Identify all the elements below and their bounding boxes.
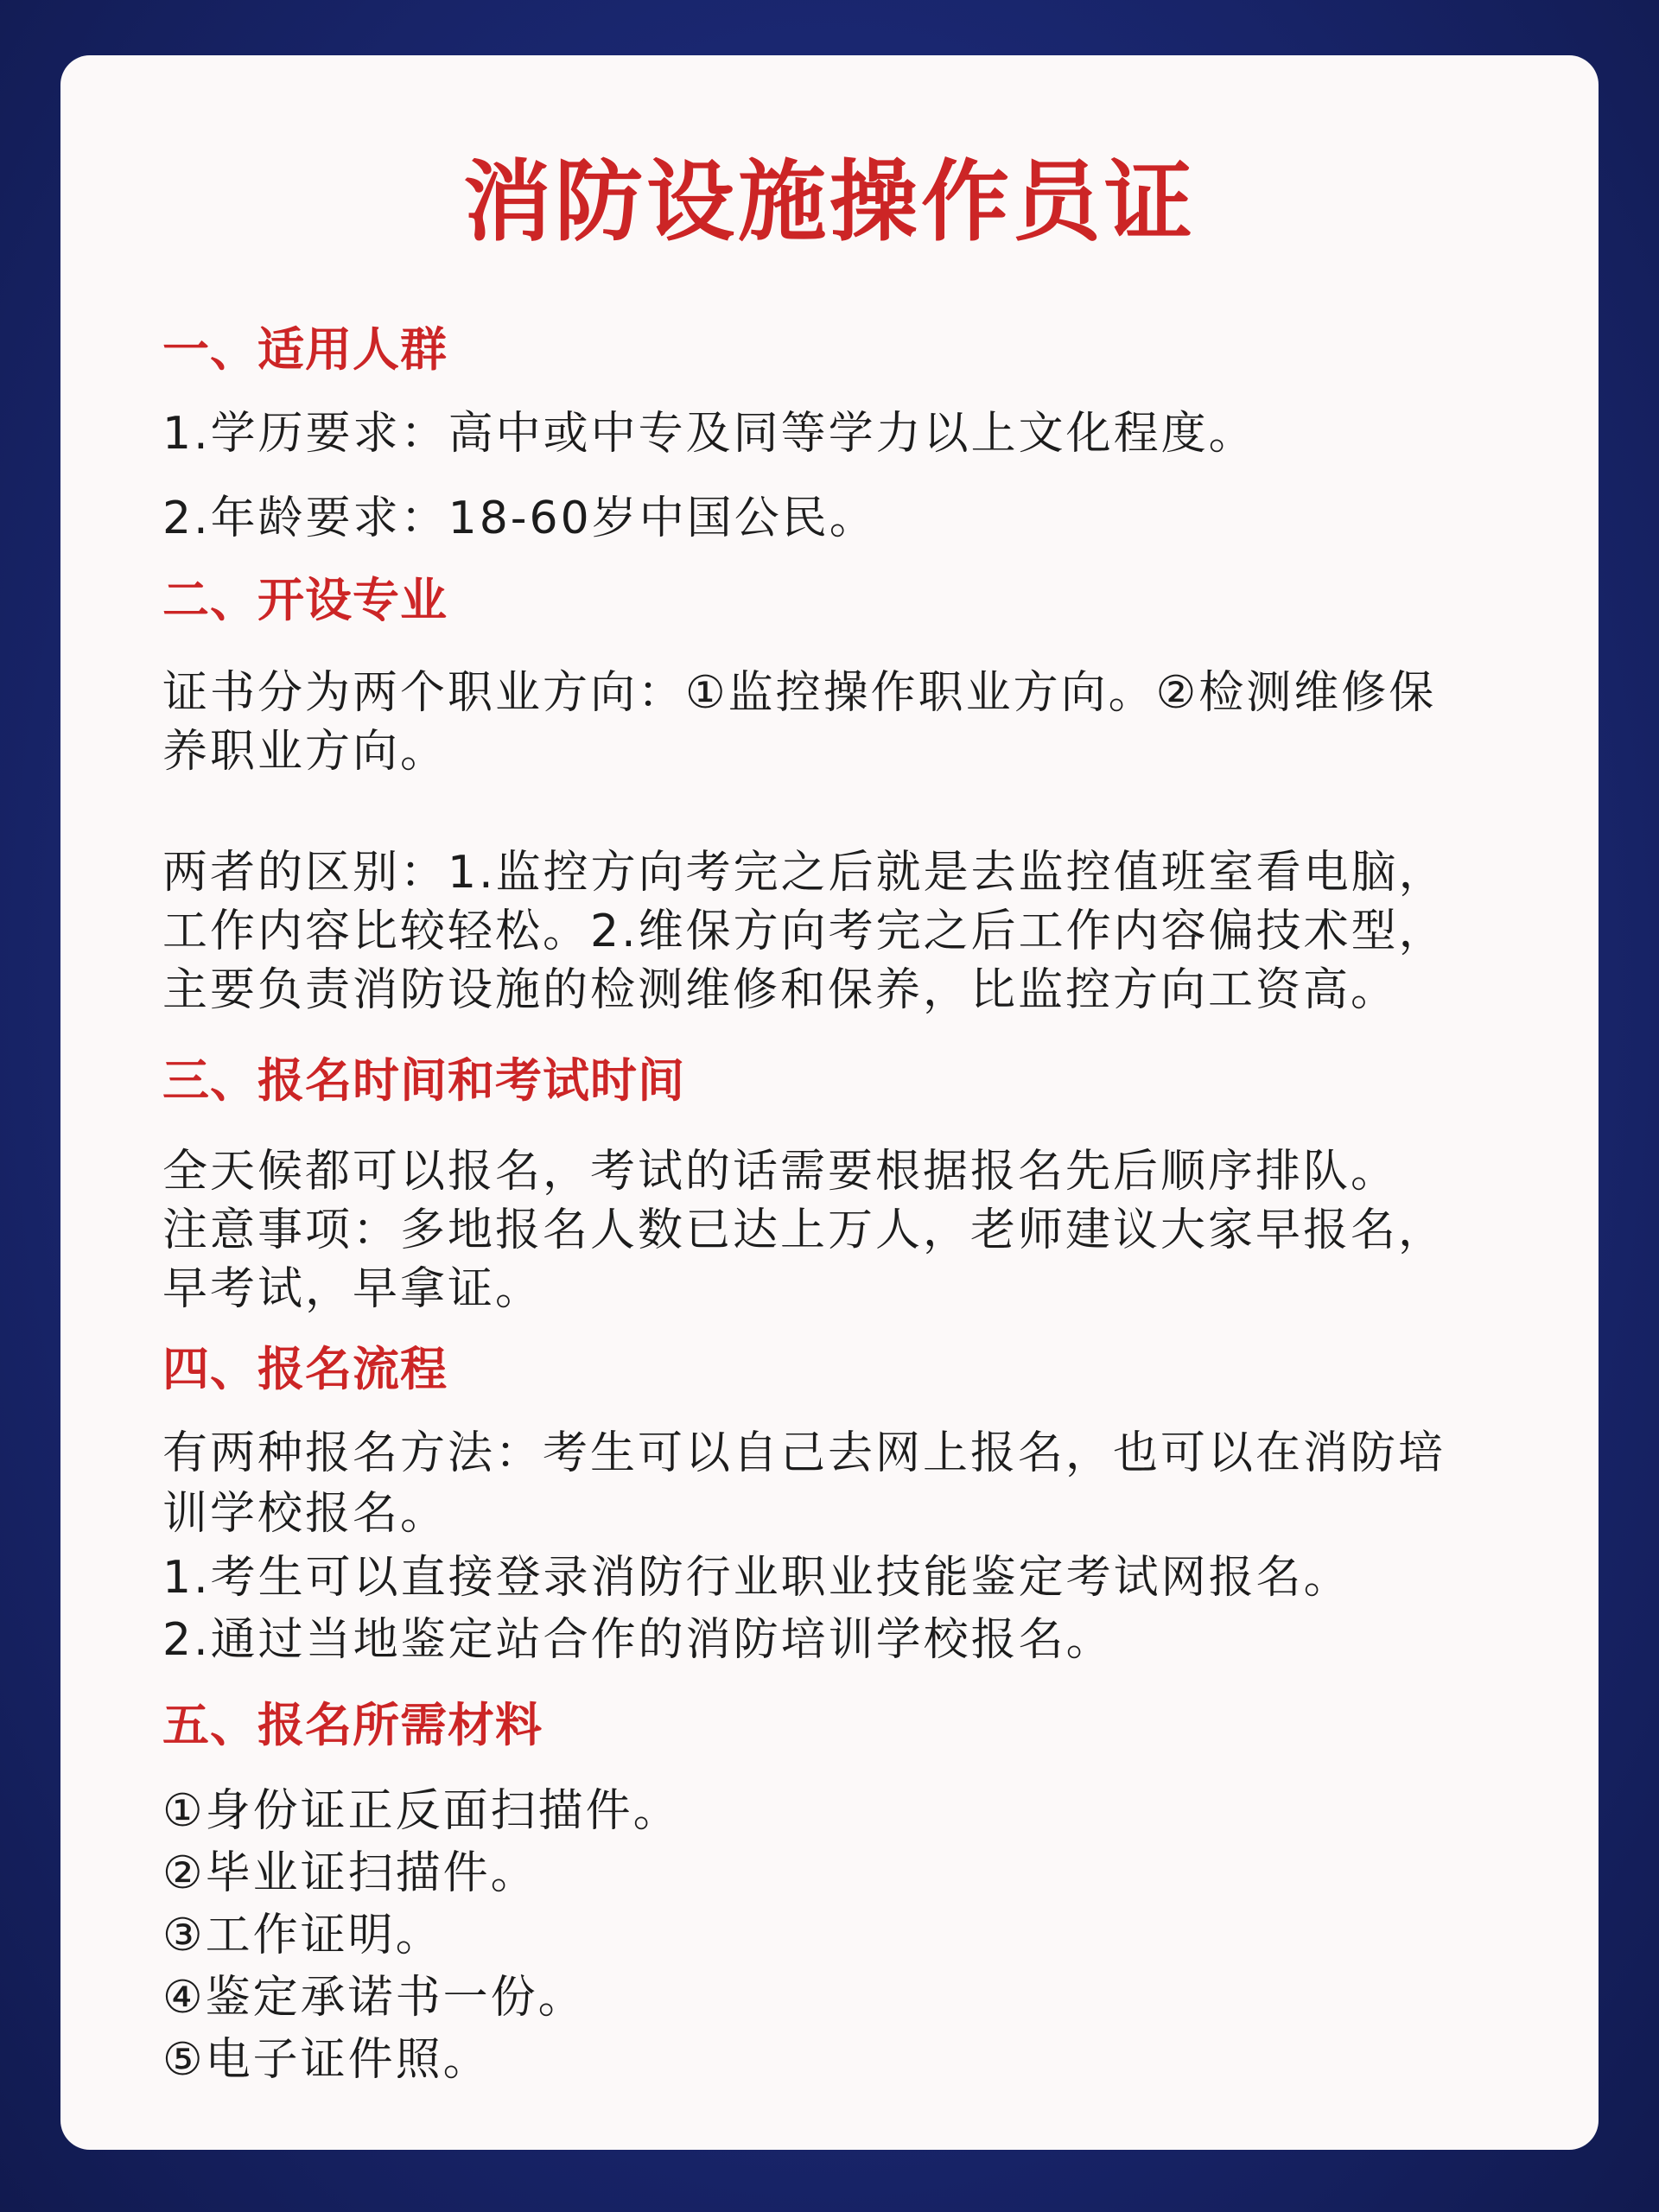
majors-line-2: 养职业方向。 <box>162 726 448 778</box>
majors-line-1: 证书分为两个职业方向：①监控操作职业方向。②检测维修保 <box>162 667 1437 719</box>
section-heading-audience: 一、适用人群 <box>162 322 448 377</box>
majors-line-5: 主要负责消防设施的检测维修和保养，比监控方向工资高。 <box>162 964 1399 1016</box>
materials-item-id-card: ①身份证正反面扫描件。 <box>162 1785 681 1837</box>
materials-item-commitment: ④鉴定承诺书一份。 <box>162 1972 586 2024</box>
schedule-line-2: 注意事项：多地报名人数已达上万人，老师建议大家早报名， <box>162 1205 1446 1256</box>
page-title: 消防设施操作员证 <box>463 151 1196 254</box>
schedule-line-1: 全天候都可以报名，考试的话需要根据报名先后顺序排队。 <box>162 1146 1399 1198</box>
process-line-2: 训学校报名。 <box>162 1488 448 1540</box>
process-line-3: 1.考生可以直接登录消防行业职业技能鉴定考试网报名。 <box>162 1552 1351 1604</box>
process-line-1: 有两种报名方法：考生可以自己去网上报名，也可以在消防培 <box>162 1427 1446 1479</box>
audience-line-education: 1.学历要求：高中或中专及同等学力以上文化程度。 <box>162 408 1256 460</box>
audience-line-age: 2.年龄要求：18-60岁中国公民。 <box>162 493 877 544</box>
materials-item-photo: ⑤电子证件照。 <box>162 2034 491 2086</box>
materials-item-work-proof: ③工作证明。 <box>162 1910 443 1961</box>
section-heading-process: 四、报名流程 <box>162 1342 448 1396</box>
section-heading-schedule: 三、报名时间和考试时间 <box>162 1053 685 1108</box>
schedule-line-3: 早考试，早拿证。 <box>162 1263 543 1315</box>
majors-line-3: 两者的区别：1.监控方向考完之后就是去监控值班室看电脑， <box>162 847 1446 899</box>
section-heading-majors: 二、开设专业 <box>162 573 448 627</box>
materials-item-diploma: ②毕业证扫描件。 <box>162 1847 538 1899</box>
process-line-4: 2.通过当地鉴定站合作的消防培训学校报名。 <box>162 1614 1114 1666</box>
majors-line-4: 工作内容比较轻松。2.维保方向考完之后工作内容偏技术型， <box>162 906 1446 957</box>
section-heading-materials: 五、报名所需材料 <box>162 1698 543 1752</box>
content-card <box>60 55 1599 2150</box>
